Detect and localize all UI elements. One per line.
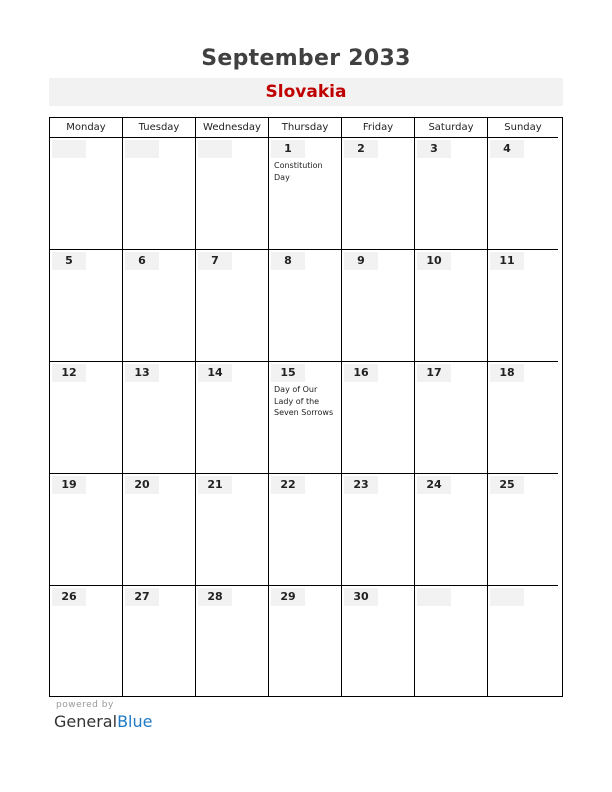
day-cell: [269, 474, 342, 586]
day-number: 6: [125, 252, 159, 270]
day-cell: [415, 474, 488, 586]
day-number: 10: [417, 252, 451, 270]
weekday-header: Friday: [342, 118, 415, 138]
day-number: 8: [271, 252, 305, 270]
weekday-header: Wednesday: [196, 118, 269, 138]
day-cell: [488, 250, 558, 362]
day-cell: [488, 362, 558, 474]
day-number: [125, 140, 159, 158]
empty-day-cell: [123, 138, 196, 250]
day-number: 28: [198, 588, 232, 606]
day-number: 4: [490, 140, 524, 158]
brand-blue-text: Blue: [117, 712, 153, 731]
powered-by-label: powered by: [56, 700, 114, 710]
calendar-grid: [49, 117, 563, 697]
day-number: 27: [125, 588, 159, 606]
day-number: [52, 140, 86, 158]
day-number: 24: [417, 476, 451, 494]
day-cell: [50, 474, 123, 586]
day-number: 17: [417, 364, 451, 382]
day-cell: [415, 138, 488, 250]
day-cell: [123, 362, 196, 474]
day-cell: [342, 362, 415, 474]
day-number: [198, 140, 232, 158]
country-name: Slovakia: [265, 82, 347, 102]
weekday-header: Thursday: [269, 118, 342, 138]
day-cell: [50, 586, 123, 696]
empty-day-cell: [415, 586, 488, 696]
day-cell: [342, 250, 415, 362]
day-cell: [342, 586, 415, 696]
day-cell: [123, 586, 196, 696]
weekday-header: Saturday: [415, 118, 488, 138]
day-cell: [488, 138, 558, 250]
day-number: 19: [52, 476, 86, 494]
brand-general-text: General: [54, 712, 118, 731]
generalblue-logo[interactable]: [54, 712, 152, 731]
day-cell: [415, 362, 488, 474]
weekday-header: Monday: [50, 118, 123, 138]
day-number: 30: [344, 588, 378, 606]
day-cell: [342, 474, 415, 586]
empty-day-cell: [488, 586, 558, 696]
day-number: 7: [198, 252, 232, 270]
holiday-label: Day of Our Lady of the Seven Sorrows: [274, 385, 334, 417]
empty-day-cell: [196, 138, 269, 250]
holiday-label: Constitution Day: [274, 161, 323, 182]
day-cell: [196, 250, 269, 362]
day-number: 1: [271, 140, 305, 158]
day-cell: [123, 250, 196, 362]
day-cell: [269, 586, 342, 696]
day-cell: [269, 138, 342, 250]
day-number: 20: [125, 476, 159, 494]
day-cell: [269, 250, 342, 362]
day-cell: [196, 362, 269, 474]
day-cell: [415, 250, 488, 362]
day-number: 13: [125, 364, 159, 382]
day-cell: [123, 474, 196, 586]
day-number: 16: [344, 364, 378, 382]
day-number: 12: [52, 364, 86, 382]
weekday-header: Sunday: [488, 118, 558, 138]
day-cell: [488, 474, 558, 586]
day-number: 18: [490, 364, 524, 382]
day-number: 14: [198, 364, 232, 382]
day-number: 25: [490, 476, 524, 494]
day-number: 3: [417, 140, 451, 158]
day-number: 23: [344, 476, 378, 494]
calendar-title: September 2033: [201, 46, 411, 71]
day-number: [490, 588, 524, 606]
day-cell: [196, 474, 269, 586]
day-cell: [50, 362, 123, 474]
day-number: 5: [52, 252, 86, 270]
day-cell: [269, 362, 342, 474]
day-number: 21: [198, 476, 232, 494]
day-number: 26: [52, 588, 86, 606]
day-cell: [342, 138, 415, 250]
day-number: 2: [344, 140, 378, 158]
day-number: 29: [271, 588, 305, 606]
day-cell: [50, 250, 123, 362]
day-number: 9: [344, 252, 378, 270]
day-number: 22: [271, 476, 305, 494]
day-number: 15: [271, 364, 305, 382]
country-banner: [49, 78, 563, 106]
day-cell: [196, 586, 269, 696]
day-number: [417, 588, 451, 606]
empty-day-cell: [50, 138, 123, 250]
weekday-header: Tuesday: [123, 118, 196, 138]
day-number: 11: [490, 252, 524, 270]
